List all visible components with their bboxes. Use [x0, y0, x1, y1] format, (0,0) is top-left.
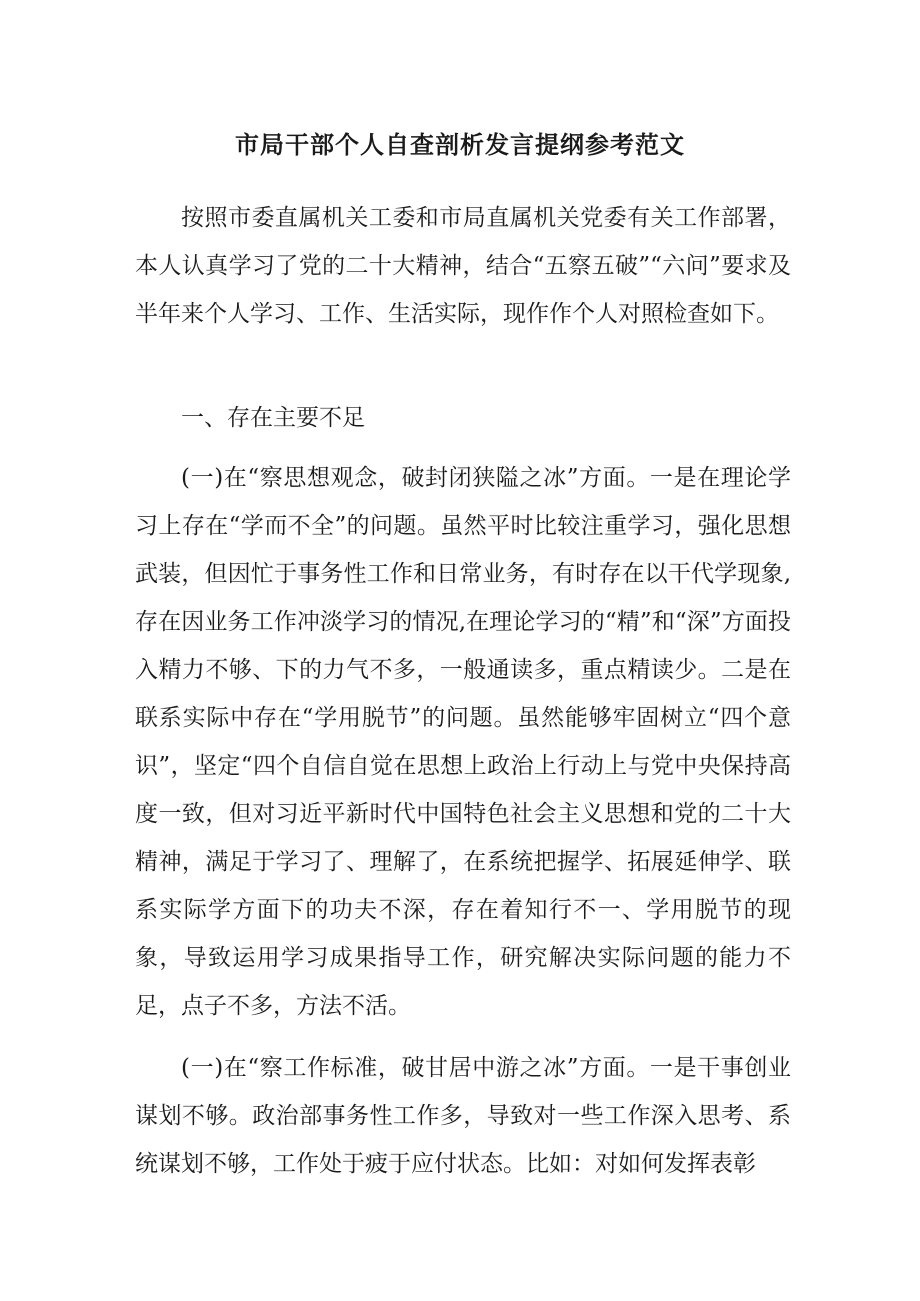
section-heading: 一、存在主要不足 [181, 405, 365, 431]
intro-paragraph: 按照市委直属机关工委和市局直属机关党委有关工作部署，本人认真学习了党的二十大精神，结合“五察五破”“六问”要求及半年来个人学习、工作、生活实际，现作作个人对照检查如下。 [135, 205, 791, 327]
document-title: 市局干部个人自查剖析发言提纲参考范文 [235, 131, 685, 159]
body-paragraph: (一)在“察思想观念，破封闭狭隘之冰”方面。一是在理论学习上存在“学而不全”的问题。虽然平时比较注重学习，强化思想武装，但因忙于事务性工作和日常业务，有时存在以干代学现象,存在因业务工作冲淡学习的情况,在理论学习的“精”和“深”方面投入精力不够、下的力气不多，一般通读多，重点精读少。二是在联系实际中存在“学用脱节”的问题。虽然能够牢固树立“四个意识”，坚定“四个自信自觉在思想上政治上行动上与党中央保持高度一致，但对习近平新时代中国特色社会主义思想和党的二十大精神，满足于学习了、理解了，在系统把握学、拓展延伸学、联系实际学方面下的功夫不深，存在着知行不一、学用脱节的现象，导致运用学习成果指导工作，研究解决实际问题的能力不足，点子不多，方法不活。 [135, 465, 791, 1019]
body-paragraph: (一)在“察工作标准，破甘居中游之冰”方面。一是干事创业谋划不够。政治部事务性工作多，导致对一些工作深入思考、系统谋划不够，工作处于疲于应付状态。比如：对如何发挥表彰 [135, 1055, 791, 1177]
